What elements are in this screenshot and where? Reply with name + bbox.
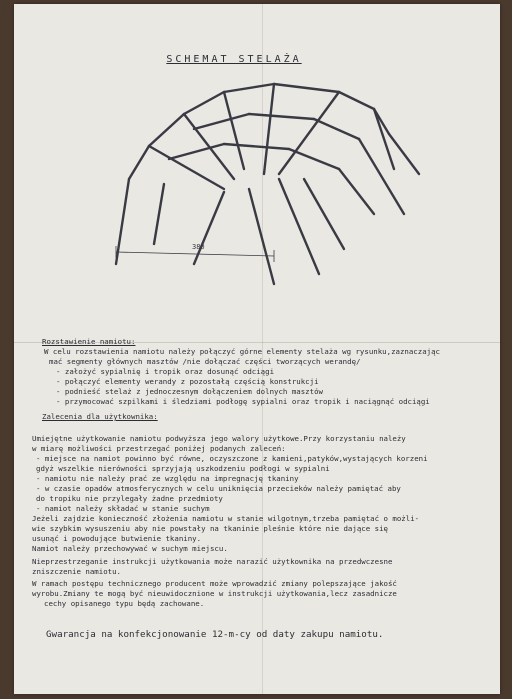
usage-line-11: Namiot należy przechowywać w suchym miejscu. bbox=[32, 544, 228, 553]
setup-line-3: - połączyć elementy werandy z pozostałą częścią konstrukcji bbox=[56, 377, 319, 386]
setup-line-5: - przymocować szpilkami i śledziami podłogę sypialni oraz tropik i naciągnąć odciągi bbox=[56, 397, 430, 406]
page-title: SCHEMAT STELAŻA bbox=[166, 54, 302, 65]
usage-line-14: W ramach postępu technicznego producent może wprowadzić zmiany polepszające jakość bbox=[32, 579, 397, 588]
setup-heading: Rozstawienie namiotu: bbox=[42, 337, 136, 346]
usage-line-4: - namiotu nie należy prać ze względu na impregnację tkaniny bbox=[36, 474, 299, 483]
setup-line-1: mać segmenty głównych masztów /nie dołączać części tworzących werandę/ bbox=[49, 357, 361, 366]
usage-line-9: wie szybkim wysuszeniu aby nie powstały na tkaninie pleśnie które nie dające się bbox=[32, 524, 388, 533]
tent-frame-diagram bbox=[74, 74, 454, 324]
usage-line-15: wyrobu.Zmiany te mogą być nieuwidocznione w instrukcji użytkowania,lecz zasadnicze bbox=[32, 589, 397, 598]
usage-line-8: Jeżeli zajdzie konieczność złożenia namiotu w stanie wilgotnym,trzeba pamiętać o możli- bbox=[32, 514, 420, 523]
usage-line-16: cechy opisanego typu będą zachowane. bbox=[44, 599, 205, 608]
setup-line-4: - podnieść stelaż z jednoczesnym dołączeniem dolnych masztów bbox=[56, 387, 323, 396]
usage-line-10: usunąć i powodujące butwienie tkaniny. bbox=[32, 534, 202, 543]
usage-line-5: - w czasie opadów atmosferycznych w celu uniknięcia przecieków należy pamiętać aby bbox=[36, 484, 401, 493]
usage-line-7: - namiot należy składać w stanie suchym bbox=[36, 504, 210, 513]
usage-line-2: - miejsce na namiot powinno być równe, oczyszczone z kamieni,patyków,wystających korzeni bbox=[36, 454, 428, 463]
usage-line-12: Nieprzestrzeganie instrukcji użytkowania może narazić użytkownika na przedwczesne bbox=[32, 557, 393, 566]
instruction-sheet bbox=[14, 4, 500, 694]
setup-line-0: W celu rozstawienia namiotu należy połączyć górne elementy stelaża wg rysunku,zaznaczając bbox=[44, 347, 441, 356]
guarantee-note: Gwarancja na konfekcjonowanie 12-m-cy od daty zakupu namiotu. bbox=[46, 629, 384, 640]
setup-line-2: - założyć sypialnię i tropik oraz dosunąć odciągi bbox=[56, 367, 275, 376]
usage-line-0: Umiejętne użytkowanie namiotu podwyższa jego walory użytkowe.Przy korzystaniu należy bbox=[32, 434, 406, 443]
usage-heading: Zalecenia dla użytkownika: bbox=[42, 412, 158, 421]
usage-line-3: gdyż wszelkie nierówności sprzyjają uszkodzeniu podłogi w sypialni bbox=[36, 464, 330, 473]
usage-line-6: do tropiku nie przylegały żadne przedmioty bbox=[36, 494, 223, 503]
usage-line-13: zniszczenie namiotu. bbox=[32, 567, 121, 576]
usage-line-1: w miarę możliwości przestrzegać poniżej podanych zaleceń: bbox=[32, 444, 286, 453]
dimension-label: 380 bbox=[192, 243, 205, 251]
